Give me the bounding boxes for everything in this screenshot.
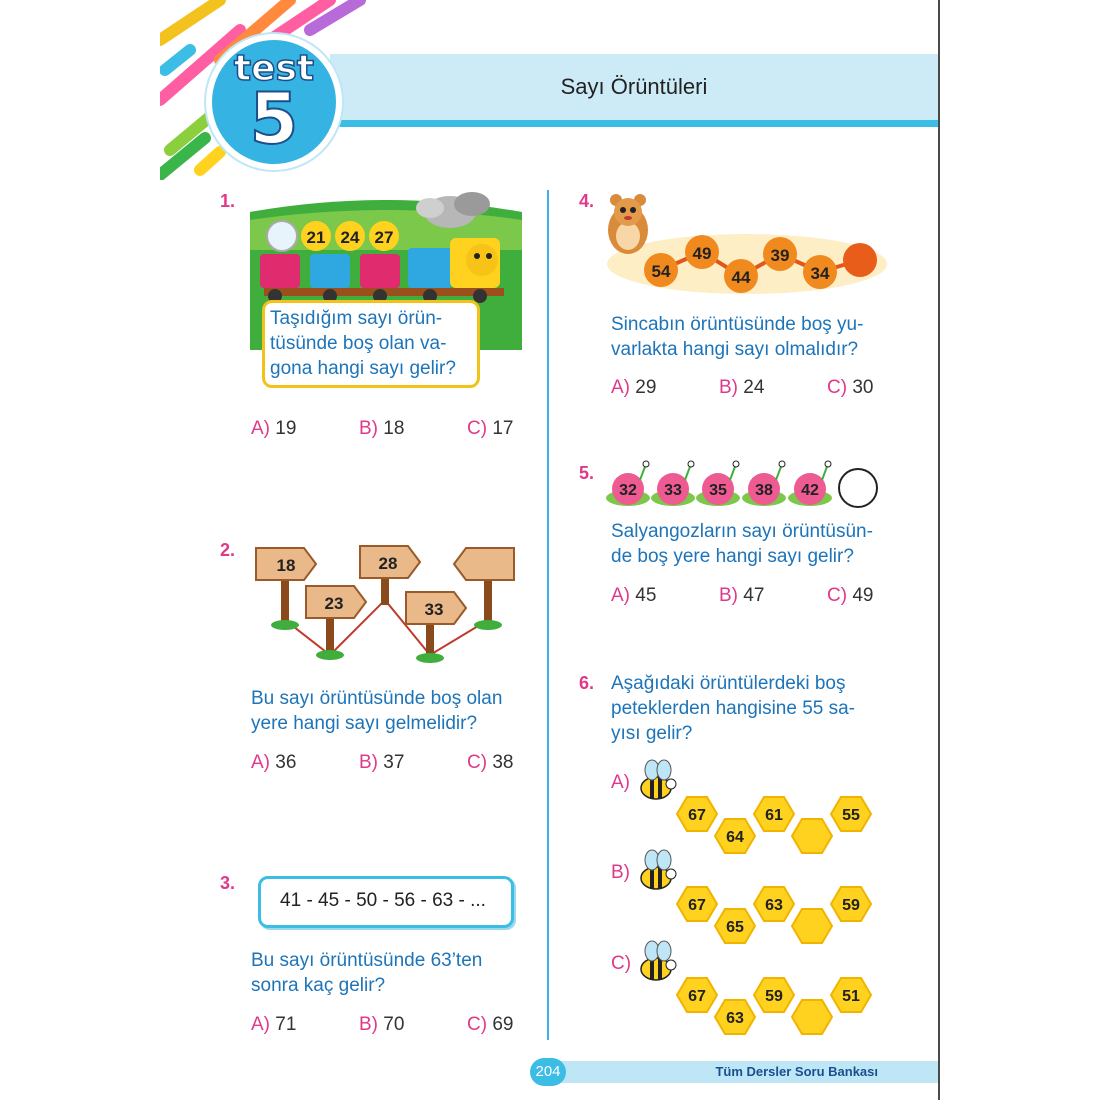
question-2-option-c[interactable] [467, 752, 513, 774]
question-1-number: 1. [220, 191, 236, 211]
cell-number: 59 [842, 897, 860, 914]
hamster-icon [608, 194, 648, 254]
train-number: 24 [340, 228, 360, 247]
question-5-option-a[interactable] [611, 585, 656, 607]
sequence-text: 41 - 45 - 50 - 56 - 63 - ... [280, 890, 486, 911]
text-line: tüsünde boş olan va- [270, 333, 447, 354]
question-1-text [270, 306, 480, 381]
honeycomb-a [636, 758, 886, 862]
question-4-option-a[interactable] [611, 377, 656, 399]
honeycomb-b [636, 848, 886, 952]
option-value: 18 [383, 418, 405, 439]
option-value: 38 [492, 752, 514, 773]
option-letter: A) [611, 377, 630, 398]
signpost-illustration [248, 530, 528, 670]
ball-number: 49 [692, 244, 712, 263]
option-letter: B) [359, 752, 378, 773]
text-line: varlakta hangi sayı olmalıdır? [611, 339, 859, 360]
hamster-chain-illustration [604, 186, 890, 300]
option-value: 17 [492, 418, 514, 439]
question-1-option-c[interactable] [467, 418, 513, 440]
sign-number: 28 [378, 554, 398, 573]
option-value: 37 [383, 752, 405, 773]
ball-number: 34 [810, 264, 830, 283]
page-number: 204 [530, 1058, 566, 1086]
text-line: sonra kaç gelir? [251, 975, 386, 996]
snail-number: 38 [755, 482, 773, 499]
text-line: de boş yere hangi sayı gelir? [611, 546, 854, 567]
option-letter: C) [467, 752, 488, 773]
question-5-option-c[interactable] [827, 585, 873, 607]
bee-icon [641, 850, 676, 889]
snail-illustration [604, 458, 884, 514]
cell-number: 67 [688, 988, 706, 1005]
cell-number: 65 [726, 919, 744, 936]
empty-circle [267, 221, 297, 251]
empty-ball [843, 243, 877, 277]
question-3-option-c[interactable] [467, 1014, 513, 1036]
ball-number: 54 [651, 262, 671, 281]
cell-number: 67 [688, 807, 706, 824]
question-1-option-b[interactable] [359, 418, 404, 440]
option-letter: B) [359, 418, 378, 439]
option-letter: A) [251, 418, 270, 439]
snail-number: 35 [709, 482, 727, 499]
question-5-number: 5. [579, 463, 595, 483]
option-value: 71 [275, 1014, 297, 1035]
text-line: yısı gelir? [611, 723, 693, 744]
question-3-option-a[interactable] [251, 1014, 296, 1036]
snail-number: 32 [619, 482, 637, 499]
question-2-text [251, 686, 541, 736]
question-1-option-a[interactable] [251, 418, 296, 440]
question-6-option-a[interactable] [611, 772, 630, 794]
header-underline [330, 120, 938, 127]
text-line: yere hangi sayı gelmelidir? [251, 713, 478, 734]
cell-number: 59 [765, 988, 783, 1005]
option-letter: C) [467, 1014, 488, 1035]
option-letter: B) [719, 585, 738, 606]
train-number: 27 [374, 228, 394, 247]
question-2-option-a[interactable] [251, 752, 296, 774]
question-4-number: 4. [579, 191, 595, 211]
bee-icon [641, 760, 676, 799]
cell-number: 63 [765, 897, 783, 914]
option-value: 69 [492, 1014, 514, 1035]
cell-number: 67 [688, 897, 706, 914]
page-title: Sayı Örüntüleri [560, 74, 708, 99]
train-number: 21 [306, 228, 326, 247]
cell-number: 61 [765, 807, 783, 824]
option-value: 45 [635, 585, 657, 606]
ball-number: 39 [770, 246, 790, 265]
cell-number: 63 [726, 1010, 744, 1027]
empty-circle [839, 469, 877, 507]
option-letter: C) [467, 418, 488, 439]
cell-number: 64 [726, 829, 744, 846]
option-letter: B) [719, 377, 738, 398]
question-4-option-b[interactable] [719, 377, 764, 399]
snail-number: 42 [801, 482, 819, 499]
option-value: 36 [275, 752, 297, 773]
option-value: 30 [852, 377, 874, 398]
snail-number: 33 [664, 482, 682, 499]
page-edge [938, 0, 940, 1100]
question-4-option-c[interactable] [827, 377, 873, 399]
sign-number: 18 [276, 556, 296, 575]
text-line: Salyangozların sayı örüntüsün- [611, 521, 873, 542]
bee-icon [641, 941, 676, 980]
cell-number: 51 [842, 988, 860, 1005]
question-2-number: 2. [220, 540, 236, 560]
ball-number: 44 [731, 268, 751, 287]
question-3-text [251, 948, 541, 998]
text-line: peteklerden hangisine 55 sa- [611, 698, 856, 719]
text-line: Taşıdığım sayı örün- [270, 308, 443, 329]
option-letter: A) [611, 772, 630, 793]
option-letter: C) [827, 585, 848, 606]
badge-word: test [233, 48, 315, 89]
empty-cell [792, 1000, 832, 1034]
option-value: 70 [383, 1014, 405, 1035]
question-6-number: 6. [579, 673, 595, 693]
honeycomb-c [636, 939, 886, 1043]
empty-sign [454, 548, 514, 580]
question-5-text [611, 519, 911, 569]
option-letter: B) [359, 1014, 378, 1035]
text-line: gona hangi sayı gelir? [270, 358, 456, 379]
option-letter: C) [611, 953, 632, 974]
option-value: 24 [743, 377, 765, 398]
train-numbers [301, 221, 399, 251]
sign-number: 33 [424, 600, 444, 619]
book-title: Tüm Dersler Soru Bankası [715, 1064, 878, 1079]
page-margin [0, 0, 160, 1100]
question-3-option-b[interactable] [359, 1014, 404, 1036]
option-value: 47 [743, 585, 765, 606]
option-letter: B) [611, 862, 630, 883]
option-letter: A) [251, 752, 270, 773]
question-6-option-b[interactable] [611, 862, 630, 884]
option-value: 29 [635, 377, 657, 398]
option-letter: A) [251, 1014, 270, 1035]
empty-cell [792, 909, 832, 943]
option-value: 49 [852, 585, 874, 606]
sign-number: 23 [324, 594, 344, 613]
badge-number: 5 [249, 78, 299, 160]
text-line: Aşağıdaki örüntülerdeki boş [611, 673, 846, 694]
question-6-option-c[interactable] [611, 953, 631, 975]
cell-number: 55 [842, 807, 860, 824]
text-line: Bu sayı örüntüsünde 63’ten [251, 950, 483, 971]
option-letter: A) [611, 585, 630, 606]
question-4-text [611, 312, 911, 362]
question-2-option-b[interactable] [359, 752, 404, 774]
question-3-number: 3. [220, 873, 236, 893]
question-5-option-b[interactable] [719, 585, 764, 607]
column-divider [547, 190, 549, 1040]
text-line: Sincabın örüntüsünde boş yu- [611, 314, 864, 335]
question-6-text [611, 671, 911, 746]
text-line: Bu sayı örüntüsünde boş olan [251, 688, 503, 709]
option-letter: C) [827, 377, 848, 398]
option-value: 19 [275, 418, 297, 439]
